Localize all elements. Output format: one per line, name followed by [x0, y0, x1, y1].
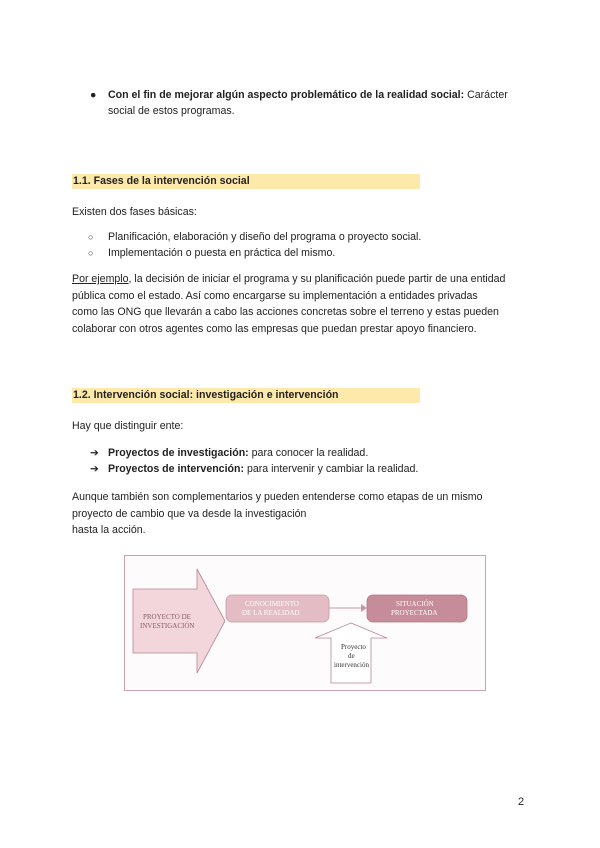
- list-item: [88, 246, 508, 262]
- example-line: , la decisión de iniciar el programa y su planificación puede partir de una entidad: [128, 273, 506, 285]
- section-1-2-intro: Hay que distinguir ente:: [72, 420, 184, 432]
- section-1-1-intro: Existen dos fases básicas:: [72, 206, 197, 218]
- list-item-bold: Proyectos de intervención:: [108, 463, 244, 475]
- list-item: [88, 230, 508, 246]
- list-item: [90, 445, 510, 461]
- section-heading-1-2: 1.2. Intervención social: investigación e intervención: [72, 388, 420, 403]
- list-item-text: Planificación, elaboración y diseño del programa o proyecto social.: [108, 231, 422, 243]
- closing-line: Aunque también son complementarios y pueden entenderse como etapas de un mismo: [72, 491, 483, 503]
- box2-line2: DE LA REALIDAD: [242, 609, 300, 617]
- example-line: pública como el estado. Así como encargarse su implementación a entidades privadas: [72, 289, 478, 302]
- box3-line1: SITUACIÓN: [396, 600, 434, 608]
- circle-bullet-icon: ○: [88, 232, 94, 242]
- box4-line3: intervención: [334, 661, 369, 669]
- intro-bullet: [90, 88, 540, 119]
- box4-line1: Proyecto: [341, 643, 366, 651]
- closing-paragraph: [72, 489, 542, 539]
- connector-arrowhead: [361, 604, 367, 612]
- box3-line2: PROYECTADA: [391, 609, 438, 617]
- bullet-rest-text: Carácter: [464, 89, 508, 101]
- list-item-text: para conocer la realidad.: [248, 447, 369, 459]
- phases-list: [88, 230, 508, 261]
- diagram-svg: [125, 556, 487, 692]
- box2-line1: CONOCIMIENTO: [245, 600, 299, 608]
- example-link[interactable]: Por ejemplo: [72, 273, 129, 285]
- example-line: colaborar con otros agentes como las empresas que puedan prestar apoyo financiero.: [72, 322, 477, 335]
- list-item: [90, 461, 510, 477]
- research-project-arrow: [133, 569, 225, 673]
- circle-bullet-icon: ○: [88, 247, 94, 258]
- research-intervention-diagram: [124, 555, 486, 691]
- bullet-rest-line2: social de estos programas.: [108, 104, 235, 117]
- section-heading-1-1: 1.1. Fases de la intervención social: [72, 174, 420, 189]
- example-line: como las ONG que llevarán a cabo las acciones concretas sobre el terreno y estas pueden: [72, 306, 499, 318]
- example-paragraph: [72, 271, 542, 337]
- box4-line2: de: [348, 652, 355, 660]
- list-item-bold: Proyectos de investigación:: [108, 447, 249, 459]
- box1-line1: PROYECTO DE: [143, 613, 191, 621]
- box1-line2: INVESTIGACIÓN: [140, 622, 195, 630]
- arrow-right-icon: ➔: [90, 447, 99, 459]
- list-item-text: para intervenir y cambiar la realidad.: [244, 463, 419, 475]
- closing-line: hasta la acción.: [72, 524, 146, 536]
- projects-list: [90, 445, 510, 477]
- closing-line: proyecto de cambio que va desde la investigación: [72, 507, 307, 520]
- page-number: 2: [518, 796, 525, 808]
- bullet-marker: ●: [90, 89, 97, 101]
- arrow-right-icon: ➔: [90, 463, 99, 475]
- bullet-bold-text: Con el fin de mejorar algún aspecto problemático de la realidad social:: [108, 89, 465, 101]
- list-item-text: Implementación o puesta en práctica del mismo.: [108, 246, 336, 259]
